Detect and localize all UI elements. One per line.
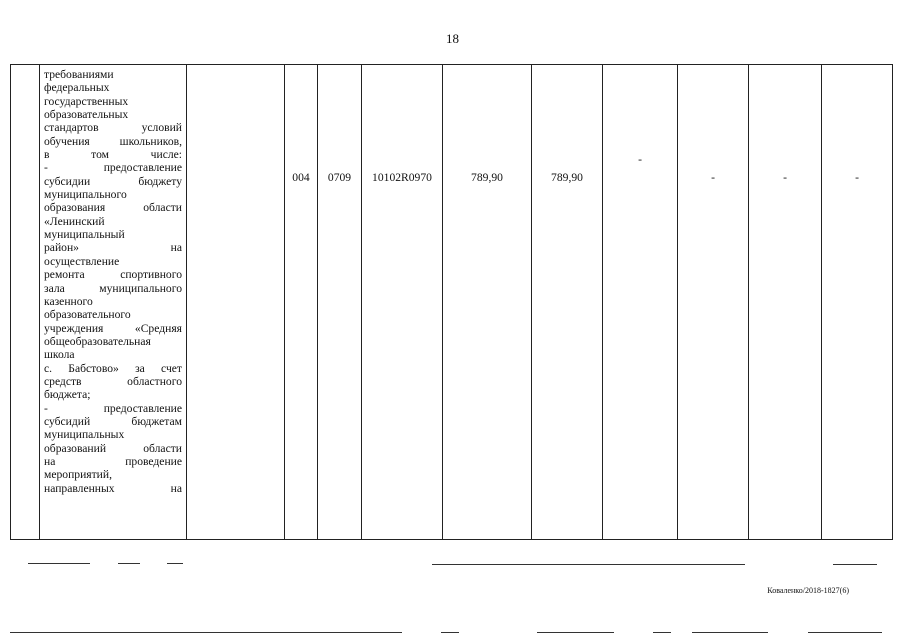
description-text [44, 68, 182, 495]
dash-cell-1: - [603, 65, 678, 540]
description-line: мероприятий, [44, 468, 112, 482]
description-cell [40, 65, 187, 540]
description-line: - предоставление [44, 161, 182, 175]
scan-rule [432, 564, 745, 565]
description-line: средств областного [44, 374, 182, 388]
description-line: государственных [44, 94, 129, 108]
description-line: в том числе: [44, 148, 182, 162]
description-line: направленных на [44, 481, 182, 495]
scan-rule [10, 632, 402, 633]
description-line: федеральных [44, 81, 110, 95]
dash-cell-2: - [678, 65, 749, 540]
budget-table [10, 64, 893, 540]
description-line: зала муниципального [44, 281, 182, 295]
index-cell [11, 65, 40, 540]
description-line: учреждения «Средняя [44, 321, 182, 335]
description-line: район» на [44, 241, 182, 255]
description-line: образовательного [44, 308, 131, 322]
description-line: муниципальный [44, 228, 125, 242]
scan-rule [833, 564, 877, 565]
scan-rule [118, 563, 140, 564]
scan-rule [808, 632, 882, 633]
description-line: субсидии бюджету [44, 174, 182, 188]
description-line: образовательных [44, 108, 129, 122]
description-line: стандартов условий [44, 121, 182, 135]
description-line: ремонта спортивного [44, 268, 182, 282]
scan-rule [692, 632, 768, 633]
scan-rule [537, 632, 614, 633]
description-line: бюджета; [44, 388, 91, 402]
ministry-code-cell: 004 [285, 65, 318, 540]
dash-cell-4: - [822, 65, 893, 540]
target-article-cell: 10102R0970 [362, 65, 443, 540]
description-line: муниципальных [44, 428, 125, 442]
description-line: с. Бабстово» за счет [44, 361, 182, 375]
description-line: субсидий бюджетам [44, 414, 182, 428]
scan-rule [28, 563, 90, 564]
scan-rule [653, 632, 671, 633]
description-line: казенного [44, 294, 93, 308]
description-line: требованиями [44, 68, 114, 81]
description-line: муниципального [44, 188, 127, 202]
description-line: образования области [44, 201, 182, 215]
footer-code: Коваленко/2018-1827(6) [767, 586, 849, 595]
description-line: образований области [44, 441, 182, 455]
empty-cell [187, 65, 285, 540]
section-code-cell: 0709 [318, 65, 362, 540]
scan-rule [167, 563, 183, 564]
description-line: обучения школьников, [44, 134, 182, 148]
amount-cell-1: 789,90 [443, 65, 532, 540]
table-row [11, 65, 893, 540]
description-line: «Ленинский [44, 214, 105, 228]
scan-rule [441, 632, 459, 633]
amount-cell-2: 789,90 [532, 65, 603, 540]
description-line: осуществление [44, 254, 120, 268]
page-number: 18 [446, 31, 459, 46]
description-line: на проведение [44, 454, 182, 468]
description-line: школа [44, 348, 75, 362]
description-line: общеобразовательная [44, 334, 151, 348]
description-line: - предоставление [44, 401, 182, 415]
dash-cell-3: - [749, 65, 822, 540]
